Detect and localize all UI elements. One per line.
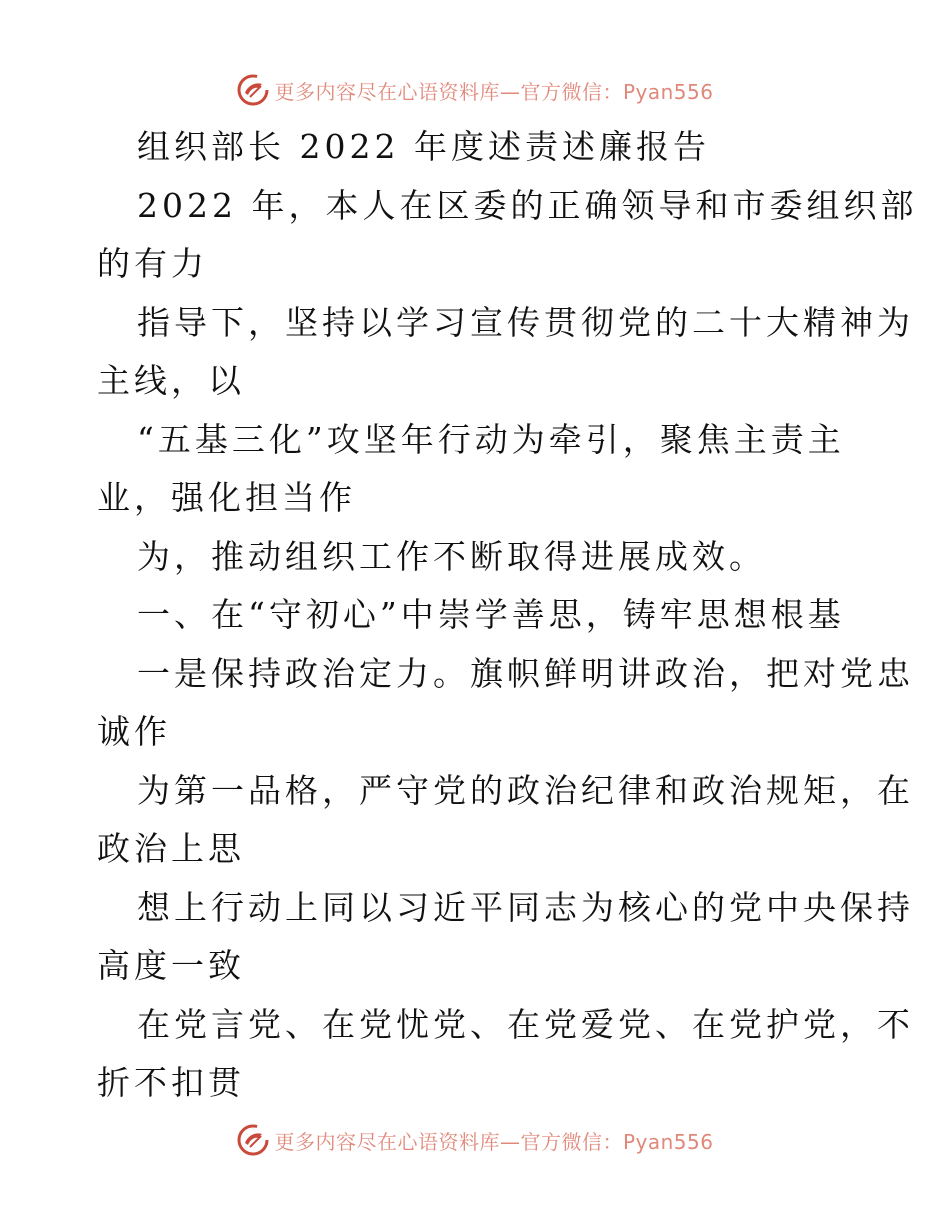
paragraph-line: 指导下，坚持以学习宣传贯彻党的二十大精神为 bbox=[137, 302, 914, 342]
paragraph-line: 高度一致 bbox=[97, 946, 245, 985]
paragraph-line: 一是保持政治定力。旗帜鲜明讲政治，把对党忠 bbox=[137, 653, 914, 693]
footer-watermark-banner bbox=[0, 1120, 950, 1160]
paragraph-line: 在党言党、在党忧党、在党爱党、在党护党，不 bbox=[137, 1004, 914, 1044]
watermark-text: 更多内容尽在心语资料库—官方微信：Pyan556 bbox=[274, 1129, 714, 1154]
brand-logo-icon bbox=[236, 73, 270, 107]
paragraph-line: 主线，以 bbox=[97, 361, 245, 400]
paragraph-line: 折不扣贯 bbox=[97, 1063, 245, 1102]
header-watermark-banner bbox=[0, 70, 950, 110]
paragraph-line: 想上行动上同以习近平同志为核心的党中央保持 bbox=[137, 887, 914, 927]
paragraph-line: “五基三化”攻坚年行动为牵引，聚焦主责主 bbox=[137, 419, 845, 459]
paragraph-line: 政治上思 bbox=[97, 829, 245, 868]
brand-logo-icon bbox=[236, 1123, 270, 1157]
document-body bbox=[97, 118, 918, 1113]
watermark-text: 更多内容尽在心语资料库—官方微信：Pyan556 bbox=[274, 79, 714, 104]
paragraph-line: 业，强化担当作 bbox=[97, 478, 356, 517]
paragraph-line: 为，推动组织工作不断取得进展成效。 bbox=[137, 536, 766, 576]
paragraph-line: 为第一品格，严守党的政治纪律和政治规矩，在 bbox=[137, 770, 914, 810]
paragraph-line: 的有力 bbox=[97, 244, 208, 283]
paragraph-line: 诚作 bbox=[97, 712, 171, 751]
paragraph-line: 2022 年，本人在区委的正确领导和市委组织部 bbox=[137, 185, 918, 225]
document-title: 组织部长 2022 年度述责述廉报告 bbox=[137, 127, 710, 166]
section-heading: 一、在“守初心”中崇学善思，铸牢思想根基 bbox=[137, 595, 845, 634]
